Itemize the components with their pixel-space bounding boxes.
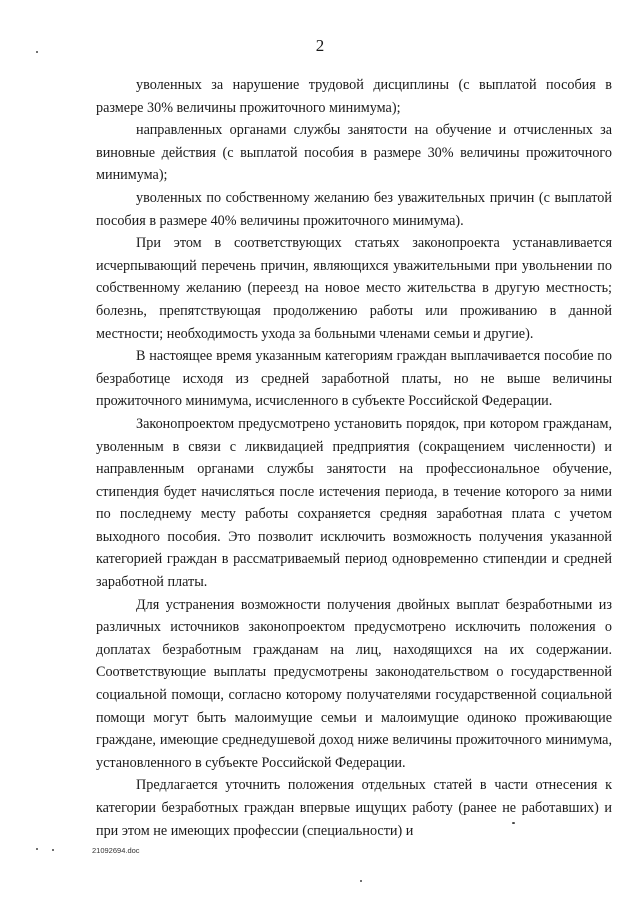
paragraph: уволенных за нарушение трудовой дисциплины (с выплатой пособия в размере 30% величины прожиточного минимума);: [96, 77, 612, 116]
paragraph: При этом в соответствующих статьях законопроекта устанавливается исчерпывающий перечень причин, являющихся уважительными при увольнении по собственному желанию (переезд на новое место жительства в другую местность; болезнь, препятствующая продолжению работы или проживанию в данной местности; необходимость ухода за больными членами семьи и другие).: [96, 235, 612, 342]
document-body: [96, 74, 612, 842]
paragraph: В настоящее время указанным категориям граждан выплачивается пособие по безработице исходя из средней заработной платы, но не выше величины прожиточного минимума, исчисленного в субъекте Российской Федерации.: [96, 348, 612, 410]
paragraph: Предлагается уточнить положения отдельных статей в части отнесения к категории безработных граждан впервые ищущих работу (ранее не работавших) и при этом не имеющих профессии (специальности) и: [96, 777, 612, 839]
scan-speck: [36, 848, 38, 850]
footer-file-code: 21092694.doc: [92, 846, 140, 855]
scan-speck: [36, 51, 38, 53]
scan-speck: [512, 822, 515, 824]
paragraph: направленных органами службы занятости на обучение и отчисленных за виновные действия (с выплатой пособия в размере 30% величины прожиточного минимума);: [96, 122, 612, 184]
page-number: 2: [315, 36, 325, 55]
scan-speck: [52, 849, 54, 851]
paragraph: Законопроектом предусмотрено установить порядок, при котором гражданам, уволенным в связи с ликвидацией предприятия (сокращением численности) и направленным органами службы занятости на профессиональное обучение, стипендия будет начисляться после истечения периода, в течение которого за ними по последнему месту работы сохраняется средняя заработная плата с учетом выходного пособия. Это позволит исключить возможность получения указанной категорией граждан в рассматриваемый период одновременно стипендии и средней заработной платы.: [96, 415, 612, 591]
paragraph: уволенных по собственному желанию без уважительных причин (с выплатой пособия в размере 40% величины прожиточного минимума).: [96, 189, 612, 229]
paragraph: Для устранения возможности получения двойных выплат безработными из различных источников законопроектом предусмотрено исключить положения о доплатах безработным гражданам на лиц, находящихся на их содержании. Соответствующие выплаты предусмотрены законодательством о государственной социальной помощи, согласно которому получателями государственной социальной помощи могут быть малоимущие семьи и малоимущие одиноко проживающие граждане, имеющие среднедушевой доход ниже величины прожиточного минимума, установленного в субъекте Российской Федерации.: [96, 596, 612, 771]
scan-speck: [360, 880, 362, 882]
